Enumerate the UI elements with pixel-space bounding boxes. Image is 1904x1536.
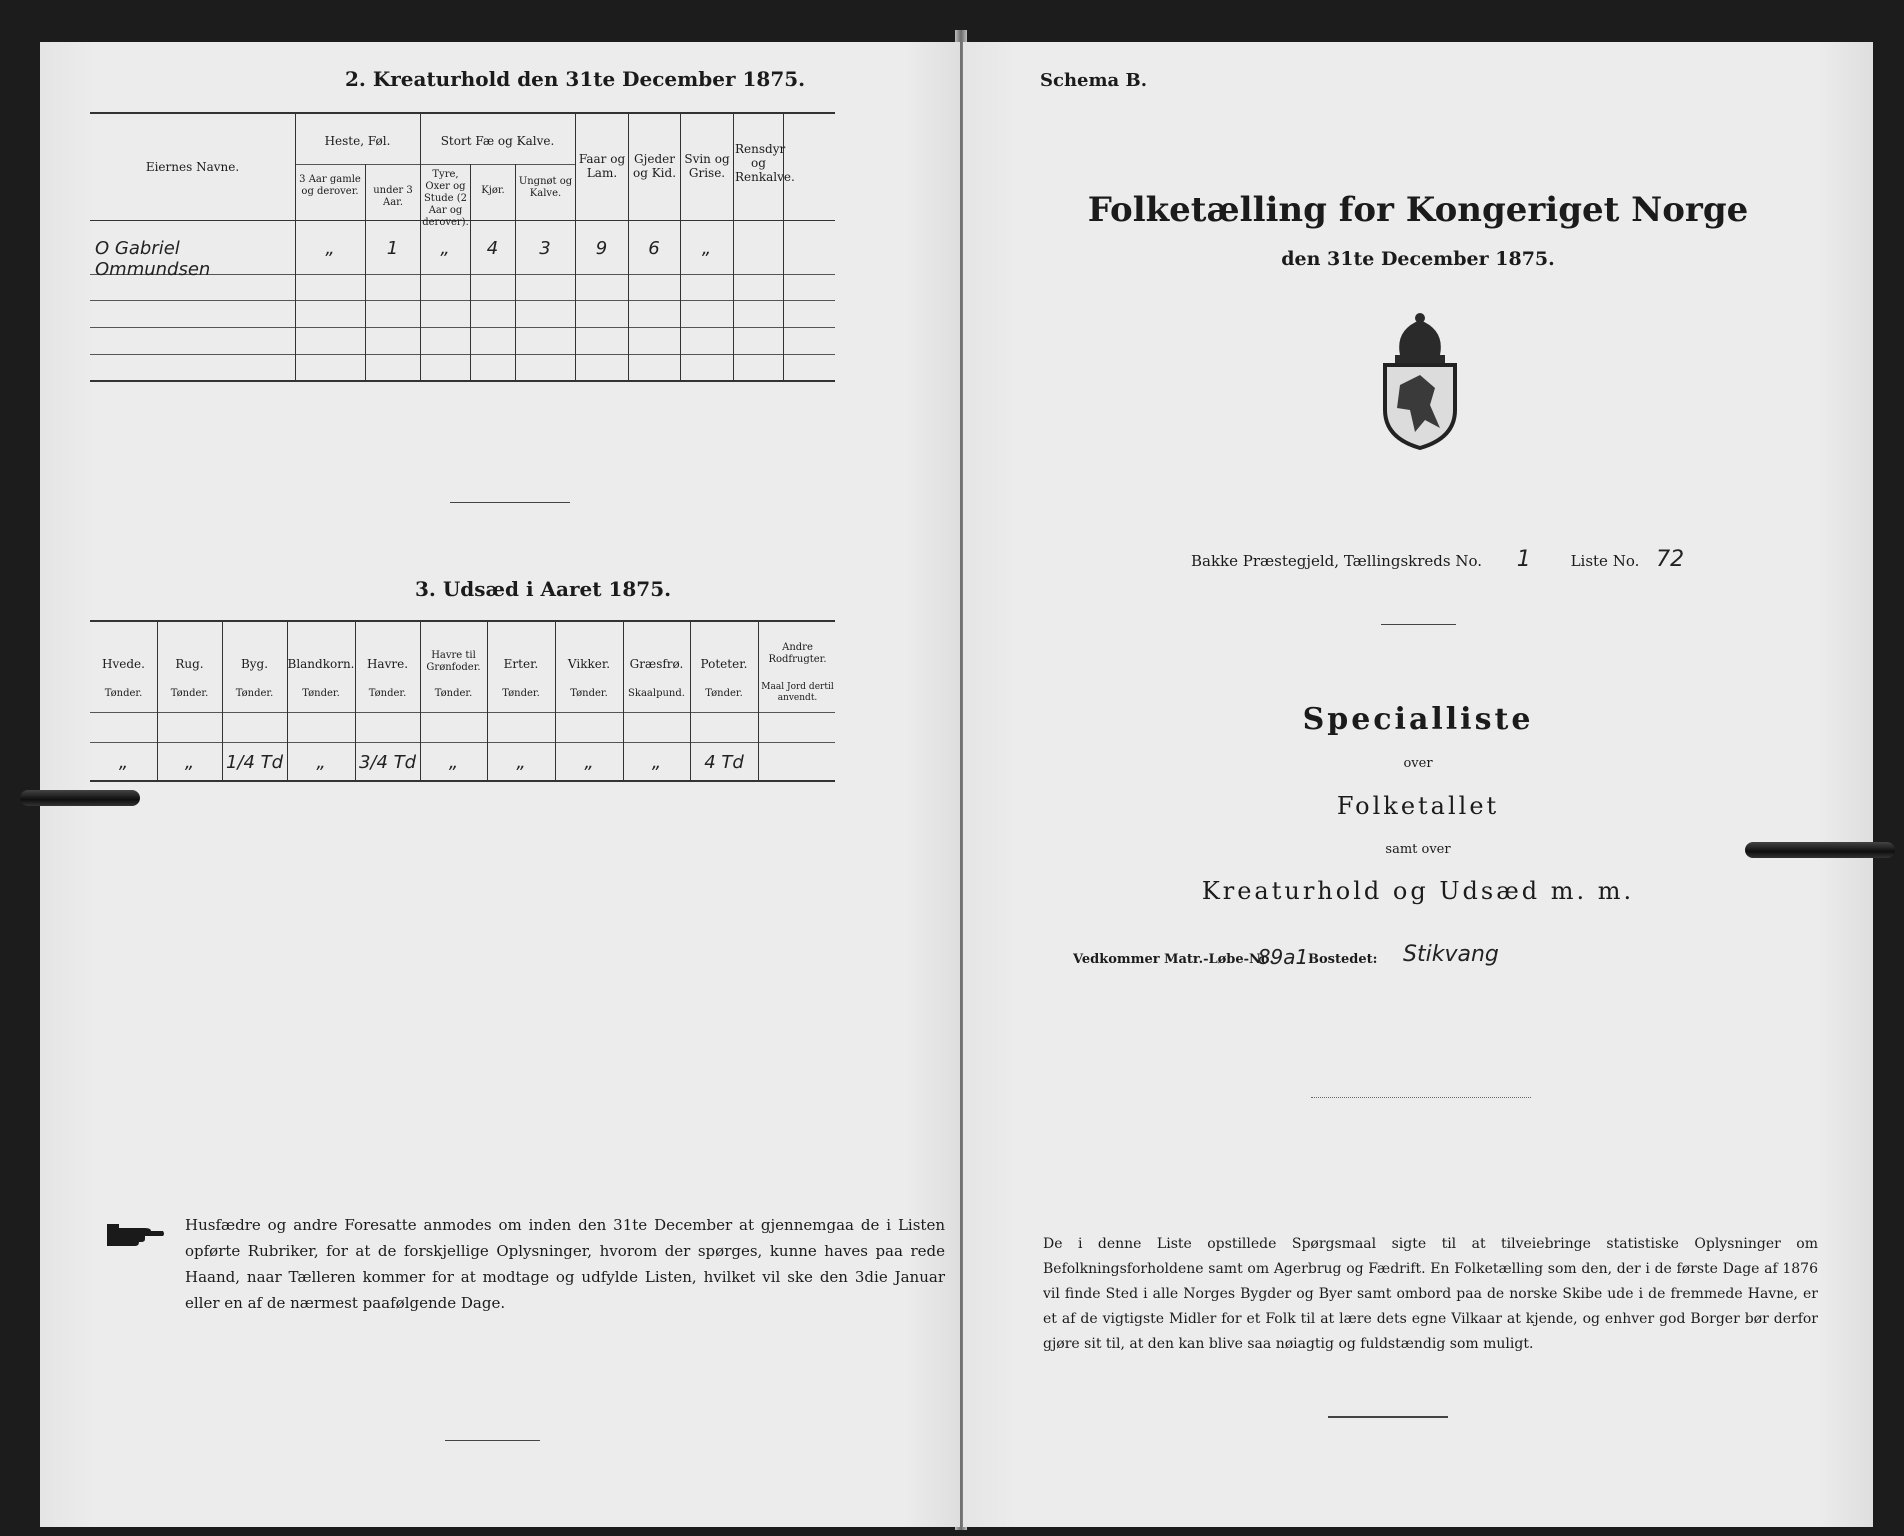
unit-wheat: Tønder. bbox=[104, 688, 143, 699]
table2-row-line bbox=[90, 327, 835, 328]
crop-header-vetch: Vikker. bbox=[567, 657, 611, 671]
cattle-group-header: Stort Fæ og Kalve. bbox=[440, 134, 555, 148]
unit-vetch: Tønder. bbox=[570, 688, 608, 699]
horses-old-cell: „ bbox=[325, 238, 335, 259]
crop-header-other-roots: Andre Rodfrugter. bbox=[768, 642, 827, 665]
crop-header-oats: Havre. bbox=[366, 657, 409, 671]
horses-group-header: Heste, Føl. bbox=[324, 134, 391, 148]
crop-value-green-oats: „ bbox=[448, 752, 459, 773]
crop-value-oats: 3/4 Td bbox=[358, 752, 417, 773]
unit-grass-seed: Skaalpund. bbox=[628, 688, 685, 699]
matr-number-value: 89a1 bbox=[1257, 945, 1309, 969]
folketallet-heading: Folketallet bbox=[1336, 792, 1500, 820]
matr-number-label: Vedkommer Matr.-Løbe-No. bbox=[1073, 952, 1274, 967]
owner-name-cell: O Gabriel Ommundsen bbox=[95, 238, 211, 280]
crop-header-green-oats: Havre til Grønfoder. bbox=[426, 650, 481, 673]
crop-value-mixed-grain: „ bbox=[316, 752, 326, 773]
bulls-cell: „ bbox=[440, 238, 450, 259]
bosted-value: Stikvang bbox=[1403, 942, 1499, 967]
unit-rye: Tønder. bbox=[170, 688, 209, 699]
section2-title: 2. Kreaturhold den 31te December 1875. bbox=[345, 67, 806, 91]
horses-old-header: 3 Aar gamle og derover. bbox=[299, 174, 361, 197]
crop-value-potatoes: 4 Td bbox=[704, 752, 744, 773]
crop-value-grass-seed: „ bbox=[651, 752, 662, 773]
main-date: den 31te December 1875. bbox=[1281, 248, 1555, 270]
table3-header-bottom bbox=[90, 712, 835, 713]
crop-header-rye: Rug. bbox=[175, 657, 204, 671]
table2-col-line bbox=[470, 164, 471, 380]
table2-col-line bbox=[515, 164, 516, 380]
young-cattle-cell: 3 bbox=[539, 238, 551, 259]
table3-col-line bbox=[758, 620, 759, 780]
crop-header-barley: Byg. bbox=[240, 657, 269, 671]
separator-rule bbox=[450, 502, 570, 503]
unit-other-roots: Maal Jord dertil anvendt. bbox=[761, 682, 834, 703]
horses-young-header: under 3 Aar. bbox=[373, 185, 413, 208]
table2-subheader-line bbox=[295, 164, 575, 165]
separator-rule bbox=[1328, 1416, 1448, 1418]
table3-top-border bbox=[90, 620, 835, 622]
goats-cell: 6 bbox=[648, 238, 660, 259]
owner-name-header: Eiernes Navne. bbox=[145, 160, 240, 174]
unit-mixed-grain: Tønder. bbox=[302, 688, 340, 699]
reindeer-header: Rensdyr og Renkalve. bbox=[735, 142, 795, 184]
crop-header-peas: Erter. bbox=[503, 657, 539, 671]
intro-paragraph: De i denne Liste opstillede Spørgsmaal sigte til at tilveiebringe statistiske Oplysninger om Befolkningsforholdene samt om Agerbrug og Fædrift. En Folketælling som den, der i de første Dage af 1876 vil finde Sted i alle Norges Bygder og Byer samt ombord paa de norske Skibe ude i de fremmede Havne, er et af de vigtigste Midler for et Folk til at lære dets egne Vilkaar at kjende, og enhver god Borger bør derfor gjøre sit til, at den kan blive saa nøiagtig og fuldstændig som muligt. bbox=[1043, 1236, 1818, 1352]
table3-bottom-border bbox=[90, 780, 835, 782]
crop-header-mixed-grain: Blandkorn. bbox=[287, 657, 355, 671]
crop-value-vetch: „ bbox=[584, 752, 594, 773]
right-binder-clip bbox=[1745, 842, 1895, 858]
tally-district-value: 1 bbox=[1516, 547, 1531, 572]
section3-title: 3. Udsæd i Aaret 1875. bbox=[415, 577, 672, 601]
coat-of-arms-emblem bbox=[1375, 310, 1465, 450]
crop-value-peas: „ bbox=[516, 752, 526, 773]
left-page bbox=[40, 42, 960, 1527]
unit-oats: Tønder. bbox=[368, 688, 407, 699]
unit-green-oats: Tønder. bbox=[434, 688, 473, 699]
horses-young-cell: 1 bbox=[386, 238, 399, 259]
bosted-label: Bostedet: bbox=[1308, 952, 1378, 967]
bulls-header: Tyre, Oxer og Stude (2 Aar og derover). bbox=[422, 169, 469, 228]
tally-district-label: Tællingskreds No. bbox=[1343, 552, 1483, 570]
dotted-rule bbox=[1311, 1097, 1531, 1098]
table2-row-line bbox=[90, 354, 835, 355]
crop-header-grass-seed: Græsfrø. bbox=[629, 657, 684, 671]
table2-row-line bbox=[90, 300, 835, 301]
crop-value-barley: 1/4 Td bbox=[225, 752, 284, 773]
right-page bbox=[963, 42, 1873, 1527]
goats-header: Gjeder og Kid. bbox=[632, 152, 677, 180]
schema-label: Schema B. bbox=[1040, 70, 1147, 91]
separator-rule bbox=[445, 1440, 540, 1441]
crop-header-wheat: Hvede. bbox=[102, 657, 145, 671]
young-cattle-header: Ungnøt og Kalve. bbox=[518, 176, 573, 199]
specialliste-heading: Specialliste bbox=[1302, 702, 1534, 737]
pigs-cell: „ bbox=[701, 238, 712, 259]
pigs-header: Svin og Grise. bbox=[684, 152, 730, 180]
left-binder-clip bbox=[20, 790, 140, 806]
over-text: over bbox=[1403, 756, 1433, 771]
unit-potatoes: Tønder. bbox=[705, 688, 743, 699]
crop-value-rye: „ bbox=[184, 752, 195, 773]
list-number-label: Liste No. bbox=[1570, 552, 1640, 570]
crop-value-wheat: „ bbox=[118, 752, 129, 773]
sheep-cell: 9 bbox=[595, 238, 608, 259]
table2-top-border bbox=[90, 112, 835, 114]
parish-label: Bakke Præstegjeld, bbox=[1191, 552, 1340, 570]
samt-over-text: samt over bbox=[1385, 842, 1451, 857]
unit-barley: Tønder. bbox=[235, 688, 274, 699]
crop-header-potatoes: Poteter. bbox=[700, 657, 748, 671]
list-number-value: 72 bbox=[1656, 547, 1685, 572]
pointing-hand-icon bbox=[105, 1220, 165, 1250]
table2-col-line bbox=[733, 112, 734, 380]
table2-col-line bbox=[365, 164, 366, 380]
main-title: Folketælling for Kongeriget Norge bbox=[1087, 190, 1749, 230]
cows-cell: 4 bbox=[486, 238, 499, 259]
separator-rule bbox=[1381, 624, 1456, 625]
table2-bottom-border bbox=[90, 380, 835, 382]
sheep-header: Faar og Lam. bbox=[578, 152, 626, 180]
district-line bbox=[1191, 547, 1684, 572]
cows-header: Kjør. bbox=[481, 185, 505, 196]
kreaturhold-heading: Kreaturhold og Udsæd m. m. bbox=[1201, 877, 1635, 905]
instructions-note: Husfædre og andre Foresatte anmodes om inden den 31te December at gjennemgaa de i Listen opførte Rubriker, for at de forskjellige Oplysninger, hvorom der spørges, kunne haves paa rede Haand, naar Tælleren kommer for at modtage og udfylde Listen, hvilket vil ske den 3die Januar eller en af de nærmest paafølgende Dage. bbox=[185, 1216, 945, 1312]
unit-peas: Tønder. bbox=[502, 688, 540, 699]
table3-row-line bbox=[90, 742, 835, 743]
